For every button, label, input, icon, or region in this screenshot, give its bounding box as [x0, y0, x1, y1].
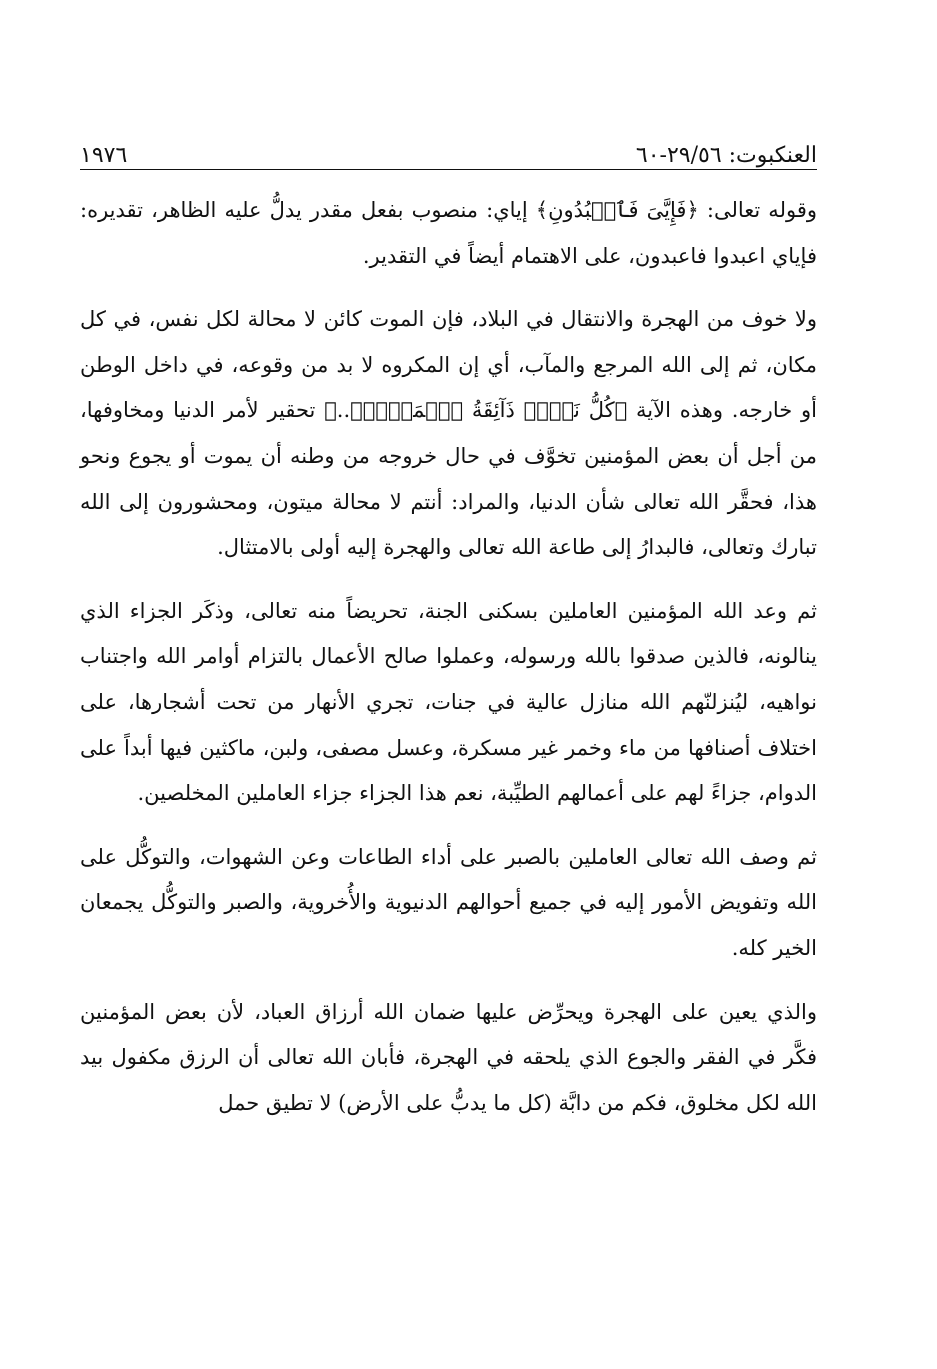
page-body — [80, 188, 817, 1144]
page-header — [80, 128, 817, 168]
paragraph-1: وقوله تعالى: ﴿فَإِيَّىَ فَٱعۡبُدُونِ﴾ إياي: منصوب بفعل مقدر يدلُّ عليه الظاهر، تقديره: فإياي اعبدوا فاعبدون، على الاهتمام أيضاً في التقدير. — [80, 198, 817, 268]
paragraph-4: ثم وصف الله تعالى العاملين بالصبر على أداء الطاعات وعن الشهوات، والتوكُّل على الله وتفويض الأمور إليه في جميع أحوالهم الدنيوية والأُخروية، والصبر والتوكُّل يجمعان الخير كله. — [80, 844, 817, 960]
paragraph-5: والذي يعين على الهجرة ويحرِّض عليها ضمان الله أرزاق العباد، لأن بعض المؤمنين فكَّر في الفقر والجوع الذي يلحقه في الهجرة، فأبان الله تعالى أن الرزق مكفول بيد الله لكل مخلوق، فكم من دابَّة (كل ما يدبُّ على الأرض) لا تطيق حمل — [80, 999, 817, 1115]
paragraph-3: ثم وعد الله المؤمنين العاملين بسكنى الجنة، تحريضاً منه تعالى، وذكَر الجزاء الذي ينالونه، فالذين صدقوا بالله ورسوله، وعملوا صالح الأعمال بالتزام أوامر الله واجتناب نواهيه، ليُنزلنّهم الله منازل عالية في جنات، تجري الأنهار من تحت أشجارها، على اختلاف أصنافها من ماء وخمر غير مسكرة، وعسل مصفى، ولبن، ماكثين فيها أبداً على الدوام، جزاءً لهم على أعمالهم الطيِّبة، نعم هذا الجزاء جزاء العاملين المخلصين. — [80, 598, 817, 806]
surah-reference: العنكبوت: ٢٩/٥٦-٦٠ — [635, 143, 817, 168]
header-divider — [80, 169, 817, 170]
page-number: ١٩٧٦ — [80, 143, 128, 168]
paragraph-2: ولا خوف من الهجرة والانتقال في البلاد، فإن الموت كائن لا محالة لكل نفس، في كل مكان، ثم إلى الله المرجع والمآب، أي إن المكروه لا بد من وقوعه، في داخل الوطن أو خارجه. وهذه الآية ﴿كُلُّ نَفۡسٖ ذَآئِقَةُ ٱلۡمَوۡتِۖ..﴾ تحقير لأمر الدنيا ومخاوفها، من أجل أن بعض المؤمنين تخوَّف في حال خروجه من وطنه أن يموت أو يجوع ونحو هذا، فحقَّر الله تعالى شأن الدنيا، والمراد: أنتم لا محالة ميتون، ومحشورون إلى الله تبارك وتعالى، فالبدارُ إلى طاعة الله تعالى والهجرة إليه أولى بالامتثال. — [80, 307, 817, 560]
